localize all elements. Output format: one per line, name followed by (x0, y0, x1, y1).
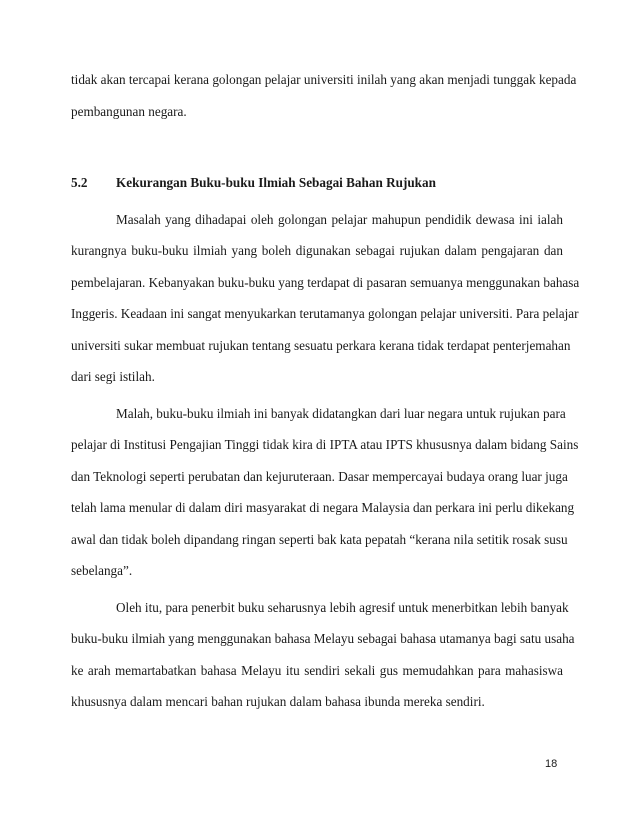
text-line: Malah, buku-buku ilmiah ini banyak didatangkan dari luar negara untuk rujukan para (116, 405, 566, 421)
section-title: Kekurangan Buku-buku Ilmiah Sebagai Bahan Rujukan (116, 175, 436, 190)
text-line: dan Teknologi seperti perubatan dan kejuruteraan. Dasar mempercayai budaya orang luar juga (71, 468, 568, 484)
text-line: Masalah yang dihadapai oleh golongan pelajar mahupun pendidik dewasa ini ialah (116, 211, 563, 227)
text-line: sebelanga”. (71, 563, 133, 578)
continuation-paragraph (71, 64, 577, 127)
text-line: universiti sukar membuat rujukan tentang sesuatu perkara kerana tidak terdapat penterjemahan (71, 337, 571, 353)
paragraph-1 (71, 204, 580, 393)
text-line: tidak akan tercapai kerana golongan pelajar universiti inilah yang akan menjadi tunggak kepada (71, 72, 577, 87)
text-line: pembangunan negara. (71, 103, 187, 119)
document-page (71, 64, 580, 718)
text-line: Oleh itu, para penerbit buku seharusnya lebih agresif untuk menerbitkan lebih banyak (116, 599, 569, 615)
text-line: ke arah memartabatkan bahasa Melayu itu sendiri sekali gus memudahkan para mahasiswa (71, 662, 563, 678)
text-line: pembelajaran. Kebanyakan buku-buku yang terdapat di pasaran semuanya menggunakan bahasa (71, 274, 580, 290)
section-number: 5.2 (71, 175, 88, 190)
section-heading (71, 167, 563, 199)
paragraph-2 (71, 398, 579, 587)
text-line: dari segi istilah. (71, 369, 155, 384)
text-line: awal dan tidak boleh dipandang ringan seperti bak kata pepatah “kerana nila setitik rosak susu (71, 531, 568, 547)
paragraph-3 (71, 592, 575, 718)
text-line: Inggeris. Keadaan ini sangat menyukarkan terutamanya golongan pelajar universiti. Para pelajar (71, 306, 579, 321)
text-line: kurangnya buku-buku ilmiah yang boleh digunakan sebagai rujukan dalam pengajaran dan (71, 243, 563, 258)
text-line: pelajar di Institusi Pengajian Tinggi tidak kira di IPTA atau IPTS khususnya dalam bidang Sains (71, 437, 579, 452)
page-number: 18 (545, 758, 558, 770)
text-line: khususnya dalam mencari bahan rujukan dalam bahasa ibunda mereka sendiri. (71, 694, 485, 709)
text-line: buku-buku ilmiah yang menggunakan bahasa Melayu sebagai bahasa utamanya bagi satu usaha (71, 631, 575, 646)
text-line: telah lama menular di dalam diri masyarakat di negara Malaysia dan perkara ini perlu dikekang (71, 500, 575, 515)
